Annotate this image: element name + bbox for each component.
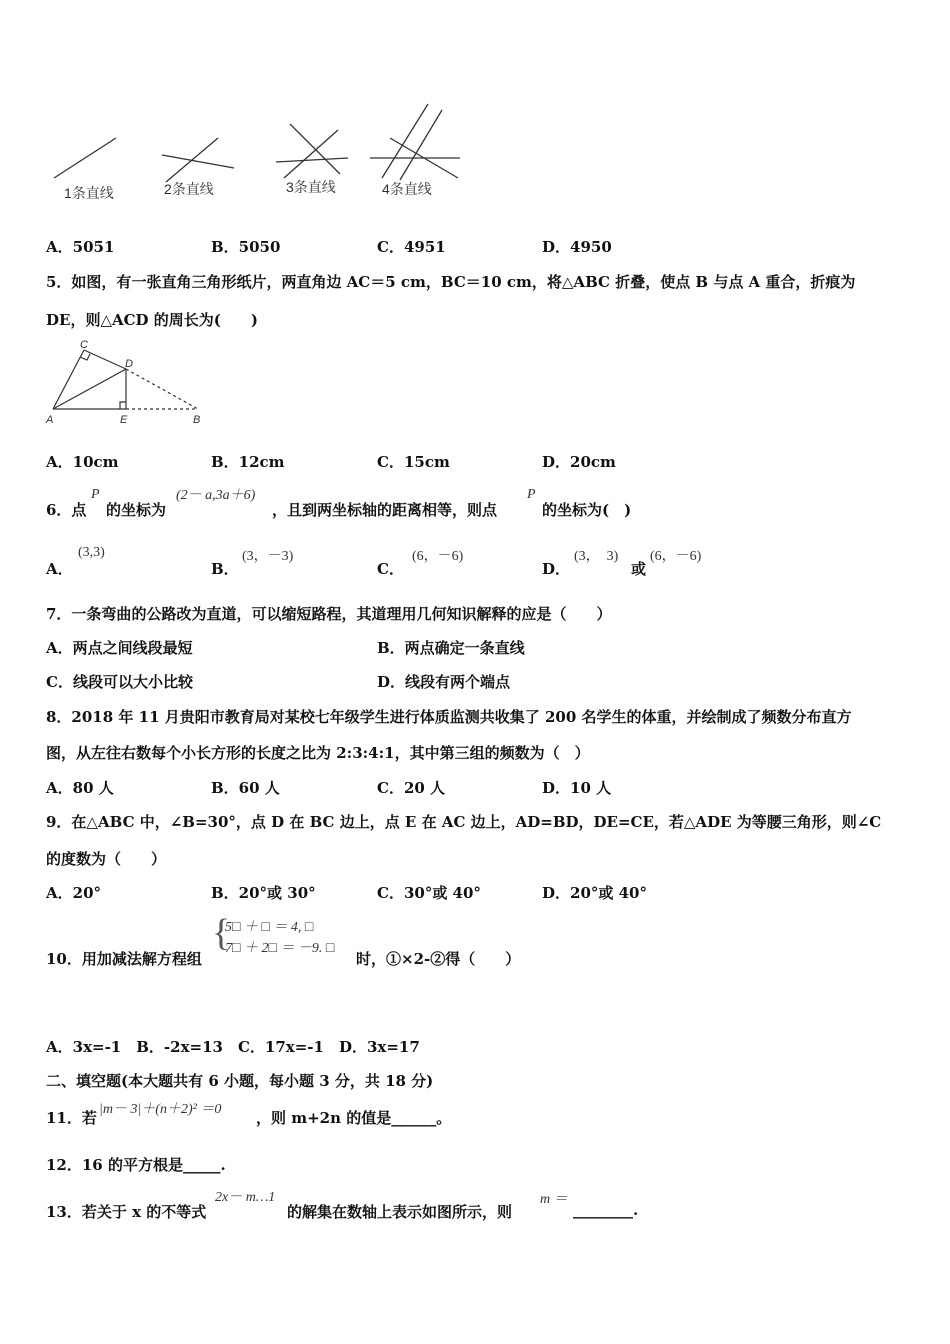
q6-stem-2: 的坐标为 (106, 501, 167, 519)
label-c: C (80, 339, 88, 351)
q13-inequality: 2x－ m…1 (215, 1190, 276, 1205)
line-4b (382, 104, 428, 178)
q8-stem-line2: 图，从左往右数每个小长方形的长度之比为 2:3:4:1，其中第三组的频数为（ ） (46, 744, 590, 762)
equation-1: 5□ ＋ □ ＝ 4, □ (225, 920, 314, 935)
q6-stem-1: 6．点 (46, 501, 87, 519)
section-heading: 二、填空题(本大题共有 6 小题，每小题 3 分，共 18 分) (46, 1072, 434, 1090)
q11-expression: |m－ 3|＋(n＋2)² ＝0 (99, 1102, 222, 1117)
fig-label-1: 1条直线 (64, 185, 114, 201)
q9-option-a[interactable]: A．20° (46, 884, 102, 902)
q6-option-d-value2: (6，－6) (650, 549, 702, 564)
label-e: E (120, 414, 128, 426)
q7-stem: 7．一条弯曲的公路改为直道，可以缩短路程，其道理用几何知识解释的应是（ ） (46, 605, 612, 623)
q6-option-d-or: 或 (631, 560, 647, 578)
q9-option-b[interactable]: B．20°或 30° (211, 884, 316, 902)
q8-option-b[interactable]: B．60 人 (211, 779, 280, 797)
fig-label-2: 2条直线 (164, 181, 214, 197)
q10-stem-a: 10．用加减法解方程组 (46, 950, 202, 968)
q6-option-b-value: (3，－3) (242, 549, 294, 564)
q13-m-equals: m ＝ (540, 1192, 568, 1207)
q10-stem-b: 时，①×2-②得（ ） (356, 950, 521, 968)
q7-option-d[interactable]: D．线段有两个端点 (377, 673, 511, 691)
q6-stem-4: 的坐标为( ) (542, 501, 632, 519)
q4-option-a[interactable]: A．5051 (46, 238, 115, 256)
dashed-db (126, 369, 198, 409)
q5-option-b[interactable]: B．12cm (211, 453, 285, 471)
q6-option-c-letter[interactable]: C． (377, 560, 404, 578)
q6-coordinate-expr: (2－ a,3a＋6) (176, 488, 256, 503)
q13-middle: 的解集在数轴上表示如图所示，则 (287, 1203, 513, 1221)
q5-stem-line1: 5．如图，有一张直角三角形纸片，两直角边 AC＝5 cm，BC＝10 cm，将△ABC 折叠，使点 B 与点 A 重合，折痕为 (46, 273, 856, 291)
q7-option-c[interactable]: C．线段可以大小比较 (46, 673, 193, 691)
line-3a (276, 158, 348, 162)
lines-figure (40, 100, 480, 210)
q6-option-d-letter[interactable]: D． (542, 560, 571, 578)
q12-text: 12．16 的平方根是_____. (46, 1156, 226, 1174)
q6-point-p1: P (91, 487, 100, 502)
side-cd (84, 350, 126, 369)
q9-option-d[interactable]: D．20°或 40° (542, 884, 647, 902)
line-4d (400, 110, 442, 180)
q6-option-c-value: (6，－6) (412, 549, 464, 564)
q6-option-d-value1: (3， 3) (574, 549, 619, 564)
label-d: D (125, 358, 133, 370)
q9-stem-line2: 的度数为（ ） (46, 850, 167, 868)
equation-brace: { (212, 912, 231, 954)
q13-suffix: ________. (573, 1201, 639, 1219)
fig-label-4: 4条直线 (382, 181, 432, 197)
q6-point-p2: P (527, 487, 536, 502)
q5-option-a[interactable]: A．10cm (46, 453, 119, 471)
fig-label-3: 3条直线 (286, 179, 336, 195)
q13-prefix: 13．若关于 x 的不等式 (46, 1203, 207, 1221)
q10-options[interactable]: A．3x=-1 B．-2x=13 C．17x=-1 D．3x=17 (46, 1038, 420, 1056)
q8-option-d[interactable]: D．10 人 (542, 779, 612, 797)
q5-option-c[interactable]: C．15cm (377, 453, 450, 471)
label-a: A (46, 414, 54, 426)
line-2b (166, 138, 218, 182)
line-3c (284, 130, 338, 178)
q5-stem-line2: DE，则△ACD 的周长为( ) (46, 311, 258, 329)
q8-option-c[interactable]: C．20 人 (377, 779, 446, 797)
q8-stem-line1: 8．2018 年 11 月贵阳市教育局对某校七年级学生进行体质监测共收集了 200 名学生的体重，并绘制成了频数分布直方 (46, 708, 852, 726)
label-b: B (193, 414, 201, 426)
q11-prefix: 11．若 (46, 1109, 97, 1127)
q4-option-b[interactable]: B．5050 (211, 238, 281, 256)
q9-option-c[interactable]: C．30°或 40° (377, 884, 481, 902)
q6-option-a-value: (3,3) (78, 545, 105, 560)
q7-option-b[interactable]: B．两点确定一条直线 (377, 639, 525, 657)
q4-option-c[interactable]: C．4951 (377, 238, 446, 256)
q6-option-a-letter[interactable]: A． (46, 560, 73, 578)
line-2a (162, 155, 234, 168)
right-angle-e (120, 402, 126, 409)
q7-option-a[interactable]: A．两点之间线段最短 (46, 639, 193, 657)
triangle-figure (40, 336, 220, 431)
line-1a (54, 138, 116, 178)
equation-2: 7□ ＋ 2□ ＝ －9. □ (225, 941, 335, 956)
q6-stem-3: ，且到两坐标轴的距离相等，则点 (272, 501, 498, 519)
q8-option-a[interactable]: A．80 人 (46, 779, 114, 797)
q5-option-d[interactable]: D．20cm (542, 453, 616, 471)
q4-option-d[interactable]: D．4950 (542, 238, 612, 256)
q11-suffix: ，则 m+2n 的值是______。 (256, 1109, 452, 1127)
q6-option-b-letter[interactable]: B． (211, 560, 239, 578)
q9-stem-line1: 9．在△ABC 中，∠B=30°，点 D 在 BC 边上，点 E 在 AC 边上，AD=BD，DE=CE，若△ADE 为等腰三角形，则∠C (46, 813, 882, 831)
